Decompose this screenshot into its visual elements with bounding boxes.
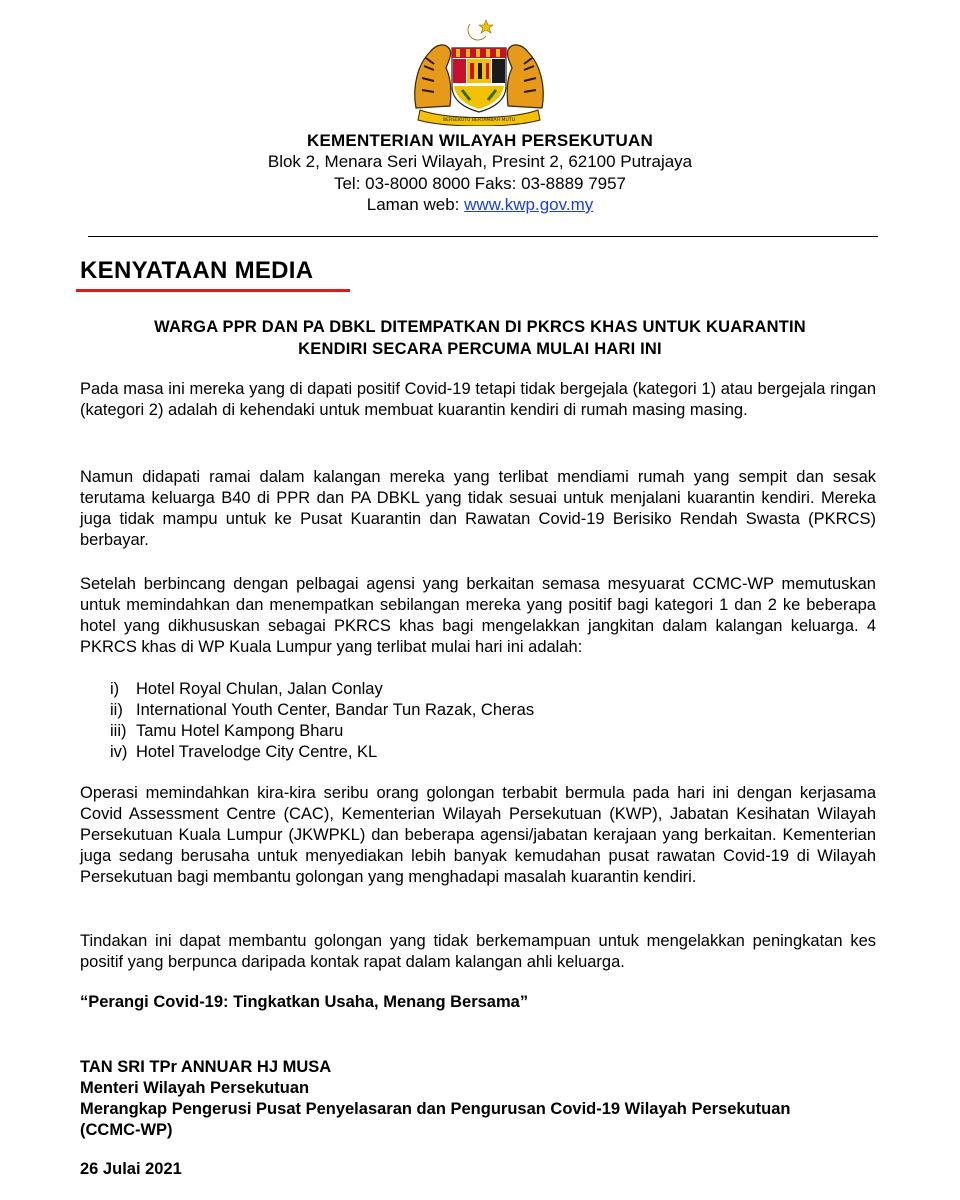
list-marker: ii) xyxy=(110,701,123,719)
hotel-list xyxy=(110,679,534,763)
coat-of-arms-icon xyxy=(406,16,552,126)
header-divider xyxy=(88,236,878,237)
list-item xyxy=(110,700,534,721)
list-item xyxy=(110,721,534,742)
hotel-name: International Youth Center, Bandar Tun Razak, Cheras xyxy=(136,701,535,719)
hotel-name: Tamu Hotel Kampong Bharu xyxy=(136,722,344,740)
paragraph-2: Namun didapati ramai dalam kalangan mereka yang terlibat mendiami rumah yang sempit dan sesak terutama keluarga B40 di PPR dan PA DBKL yang tidak sesuai untuk menjalani kuarantin kendiri. Mereka juga tidak mampu untuk ke Pusat Kuarantin dan Rawatan Covid-19 Berisiko Rendah Swasta (PKRCS) berbayar. xyxy=(80,468,876,549)
website-label: Laman web: xyxy=(366,195,460,214)
org-phone-fax: Tel: 03-8000 8000 Faks: 03-8889 7957 xyxy=(333,174,627,193)
list-marker: iii) xyxy=(110,722,127,740)
org-address: Blok 2, Menara Seri Wilayah, Presint 2, 62100 Putrajaya xyxy=(267,152,693,171)
signatory-role-3: (CCMC-WP) xyxy=(80,1121,173,1139)
paragraph-5: Tindakan ini dapat membantu golongan yang tidak berkemampuan untuk mengelakkan peningkatan kes positif yang berpunca daripada kontak rapat dalam kalangan ahli keluarga. xyxy=(80,932,876,971)
paragraph-4: Operasi memindahkan kira-kira seribu orang golongan terbabit bermula pada hari ini dengan kerjasama Covid Assessment Centre (CAC), Kementerian Wilayah Persekutuan (KWP), Jabatan Kesihatan Wilayah Persekutuan Kuala Lumpur (JKWPKL) dan beberapa agensi/jabatan kerajaan yang berkaitan. Kementerian juga sedang berusaha untuk menyediakan lebih banyak kemudahan pusat rawatan Covid-19 di Wilayah Persekutuan bagi membantu golongan yang menghadapi masalah kuarantin kendiri. xyxy=(80,784,876,886)
hotel-name: Hotel Travelodge City Centre, KL xyxy=(136,743,378,761)
website-link[interactable]: www.kwp.gov.my xyxy=(464,195,594,214)
hotel-name: Hotel Royal Chulan, Jalan Conlay xyxy=(136,680,383,698)
list-marker: iv) xyxy=(110,743,128,761)
signatory-name: TAN SRI TPr ANNUAR HJ MUSA xyxy=(80,1058,332,1076)
svg-text:BERSEKUTU BERTAMBAH MUTU: BERSEKUTU BERTAMBAH MUTU xyxy=(442,118,516,123)
slogan: “Perangi Covid-19: Tingkatkan Usaha, Menang Bersama” xyxy=(80,993,529,1011)
org-name: KEMENTERIAN WILAYAH PERSEKUTUAN xyxy=(307,131,653,150)
headline-line-1: WARGA PPR DAN PA DBKL DITEMPATKAN DI PKRCS KHAS UNTUK KUARANTIN xyxy=(154,318,806,336)
title-underline xyxy=(76,289,350,292)
headline xyxy=(80,316,880,360)
list-item xyxy=(110,679,534,700)
list-marker: i) xyxy=(110,680,120,698)
paragraph-1: Pada masa ini mereka yang di dapati positif Covid-19 tetapi tidak bergejala (kategori 1) atau bergejala ringan (kategori 2) adalah di kehendaki untuk membuat kuarantin kendiri di rumah masing masing. xyxy=(80,380,876,419)
document-title: KENYATAAN MEDIA xyxy=(80,257,314,284)
org-website xyxy=(0,195,960,215)
headline-line-2: KENDIRI SECARA PERCUMA MULAI HARI INI xyxy=(298,340,662,358)
signatory-role: Menteri Wilayah Persekutuan xyxy=(80,1079,310,1097)
paragraph-3: Setelah berbincang dengan pelbagai agensi yang berkaitan semasa mesyuarat CCMC-WP memutuskan untuk memindahkan dan menempatkan sebilangan mereka yang positif bagi kategori 1 dan 2 ke beberapa hotel yang dikhususkan sebagai PKRCS khas bagi mengelakkan jangkitan dalam kalangan keluarga. 4 PKRCS khas di WP Kuala Lumpur yang terlibat mulai hari ini adalah: xyxy=(80,575,876,656)
signatory-role-2: Merangkap Pengerusi Pusat Penyelasaran dan Pengurusan Covid-19 Wilayah Persekutuan xyxy=(80,1100,791,1118)
document-date: 26 Julai 2021 xyxy=(80,1160,182,1178)
list-item xyxy=(110,742,534,763)
